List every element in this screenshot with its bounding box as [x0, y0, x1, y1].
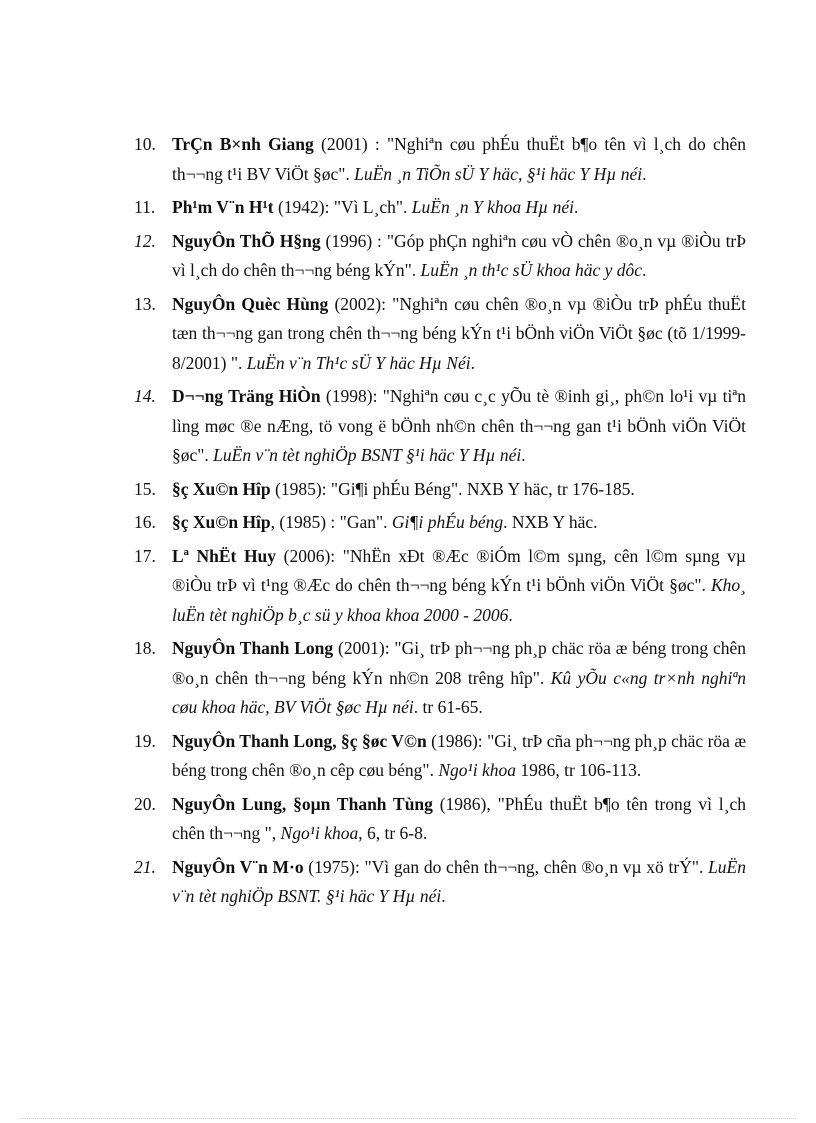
reference-title: (1942): "Vì L¸ch".: [273, 197, 412, 217]
reference-source: LuËn ¸n th¹c sÜ khoa häc y dôc: [420, 260, 643, 280]
reference-author: NguyÔn ThÕ H§ng: [172, 230, 321, 251]
reference-text: [172, 634, 746, 723]
reference-tail: .: [521, 445, 526, 465]
reference-item: [0, 193, 816, 223]
reference-tail: 1986, tr 106-113.: [516, 760, 642, 780]
reference-title: (2002): "Nghiªn cøu chên ®o¸n vµ ®iÒu trÞ phÉu thuËt tæn th¬¬ng gan trong chên th¬¬ng béng kÝn t¹i bÖnh viÖn ViÖt §øc (tõ 1/1999-8/2001) ".: [172, 293, 746, 373]
reference-source: LuËn ¸n TiÕn sÜ Y häc, §¹i häc Y Hµ néi: [354, 163, 643, 184]
reference-item: [0, 475, 816, 505]
reference-source: LuËn v¨n tèt nghiÖp BSNT §¹i häc Y Hµ néi: [213, 445, 522, 465]
reference-tail: .: [574, 197, 579, 217]
reference-author: Lª NhËt Huy: [172, 545, 277, 566]
reference-text: [172, 130, 746, 189]
reference-text: [172, 382, 746, 471]
reference-author: §ç Xu©n Hîp: [172, 512, 271, 532]
reference-text: [172, 853, 746, 912]
reference-tail: . tr 61-65.: [413, 697, 483, 717]
reference-item: [0, 727, 816, 786]
reference-text: [172, 790, 746, 849]
reference-text: [172, 290, 746, 379]
reference-source: LuËn ¸n Y khoa Hµ néi: [411, 197, 575, 217]
reference-tail: .: [441, 886, 446, 906]
reference-item: [0, 130, 816, 189]
reference-author: NguyÔn Thanh Long, §ç §øc V©n: [172, 730, 427, 751]
reference-number: 15.: [134, 478, 156, 499]
reference-tail: .: [470, 352, 475, 373]
reference-title: (1986): "Gi¸ trÞ cña ph¬¬ng ph¸p chäc röa æ béng trong chên ®o¸n cêp cøu béng".: [172, 730, 746, 780]
reference-author: NguyÔn Thanh Long: [172, 638, 334, 658]
reference-tail: .: [642, 163, 647, 184]
reference-title: (1998): "Nghiªn cøu c¸c yÕu tè ®inh gi¸, ph©n lo¹i vµ tiªn lìng møc ®e nÆng, tö vong ë bÖnh nh©n chên th¬¬ng gan t¹i bÖnh viÖn ViÖt §øc".: [172, 386, 746, 465]
reference-author: D¬¬ng Träng HiÒn: [172, 386, 321, 406]
reference-title: (1986), "PhÉu thuËt b¶o tên trong vì l¸ch chên th¬¬ng ",: [172, 793, 746, 843]
reference-author: NguyÔn Lung, §oµn Thanh Tùng: [172, 793, 433, 814]
reference-author: NguyÔn Quèc Hùng: [172, 293, 329, 314]
reference-source: Ngo¹i khoa: [438, 760, 517, 780]
reference-number: 12.: [134, 230, 156, 251]
reference-number: 14.: [134, 386, 156, 406]
reference-text: [172, 475, 746, 505]
reference-number: 21.: [134, 856, 156, 877]
reference-item: [0, 542, 816, 631]
reference-item: [0, 227, 816, 286]
reference-title: (1975): "Vì gan do chên th¬¬ng, chên ®o¸n vµ xö trÝ".: [303, 856, 709, 877]
reference-title: (1996) : "Góp phÇn nghiªn cøu vÒ chên ®o¸n vµ ®iÒu trÞ vì l¸ch do chên th¬¬ng béng kÝn".: [172, 230, 746, 280]
reference-author: §ç Xu©n Hîp: [172, 478, 271, 499]
reference-author: Ph¹m V¨n H¹t: [172, 197, 274, 217]
reference-number: 13.: [134, 293, 156, 314]
reference-item: [0, 382, 816, 471]
reference-tail: . NXB Y häc.: [503, 512, 598, 532]
reference-author: TrÇn B×nh Giang: [172, 134, 314, 154]
reference-tail: , 6, tr 6-8.: [358, 823, 428, 843]
reference-item: [0, 853, 816, 912]
reference-item: [0, 634, 816, 723]
reference-tail: .: [508, 604, 513, 625]
reference-source: LuËn v¨n tèt nghiÖp BSNT. §¹i häc Y Hµ néi: [172, 856, 746, 906]
reference-source: Kho¸ luËn tèt nghiÖp b¸c sü y khoa khoa 2000 - 2006: [172, 575, 746, 625]
reference-author: NguyÔn V¨n M·o: [172, 856, 304, 877]
reference-text: [172, 508, 746, 538]
reference-item: [0, 790, 816, 849]
reference-tail: .: [642, 260, 647, 280]
reference-number: 19.: [134, 730, 156, 751]
reference-number: 17.: [134, 545, 156, 566]
reference-text: [172, 227, 746, 286]
reference-title: , (1985) : "Gan".: [270, 512, 392, 532]
reference-number: 20.: [134, 793, 156, 814]
reference-number: 11.: [134, 197, 156, 217]
reference-text: [172, 542, 746, 631]
reference-list: [0, 130, 816, 916]
reference-text: [172, 193, 746, 223]
reference-number: 16.: [134, 512, 156, 532]
reference-title: (2001) : "Nghiªn cøu phÉu thuËt b¶o tên vì l¸ch do chên th¬¬ng t¹i BV ViÖt §øc".: [172, 134, 746, 184]
reference-source: Ngo¹i khoa: [280, 823, 359, 843]
reference-text: [172, 727, 746, 786]
reference-item: [0, 508, 816, 538]
reference-item: [0, 290, 816, 379]
reference-source: LuËn v¨n Th¹c sÜ Y häc Hµ Néi: [246, 352, 471, 373]
page-bottom-divider: [20, 1118, 796, 1119]
reference-title: (2006): "NhËn xÐt ®Æc ®iÓm l©m sµng, cên l©m sµng vµ ®iÒu trÞ vì t¹ng ®Æc do chên th¬¬ng béng kÝn t¹i bÖnh viÖn ViÖt §øc".: [172, 545, 746, 595]
reference-title: (2001): "Gi¸ trÞ ph¬¬ng ph¸p chäc röa æ béng trong chên ®o¸n chên th¬¬ng béng kÝn nh©n 208 trêng hîp".: [172, 638, 746, 688]
reference-source: Gi¶i phÉu béng: [391, 512, 504, 532]
reference-number: 18.: [134, 638, 156, 658]
reference-number: 10.: [134, 134, 156, 154]
reference-title: (1985): "Gi¶i phÉu Béng". NXB Y häc, tr 176-185.: [270, 478, 635, 499]
reference-source: Kû yÕu c«ng tr×nh nghiªn cøu khoa häc, BV ViÖt §øc Hµ néi: [172, 667, 746, 717]
